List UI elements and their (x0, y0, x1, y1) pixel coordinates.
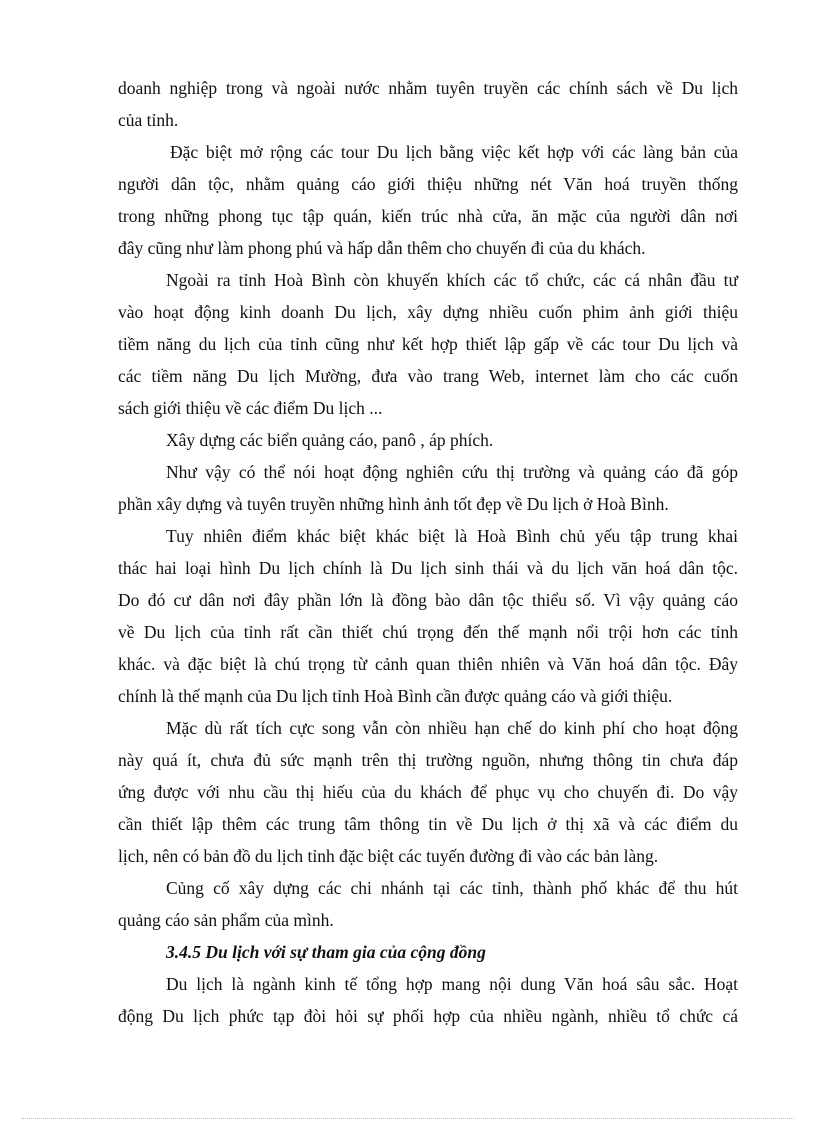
paragraph (118, 264, 738, 424)
paragraph (118, 520, 738, 712)
text-line: ứng được với nhu cầu thị hiếu của du khách để phục vụ cho chuyến đi. Do vậy (118, 782, 738, 802)
text-line: Ngoài ra tỉnh Hoà Bình còn khuyến khích các tổ chức, các cá nhân đầu tư (166, 270, 738, 290)
text-line: Củng cố xây dựng các chi nhánh tại các tỉnh, thành phố khác để thu hút (166, 878, 738, 898)
text-line: Như vậy có thể nói hoạt động nghiên cứu thị trường và quảng cáo đã góp (166, 462, 738, 482)
text-line: đây cũng như làm phong phú và hấp dẫn thêm cho chuyến đi của du khách. (118, 238, 646, 258)
paragraph (118, 424, 738, 456)
text-line: Du lịch là ngành kinh tế tổng hợp mang nội dung Văn hoá sâu sắc. Hoạt (166, 974, 738, 994)
text-line: doanh nghiệp trong và ngoài nước nhằm tuyên truyền các chính sách về Du lịch (118, 78, 738, 98)
text-line: người dân tộc, nhằm quảng cáo giới thiệu những nét Văn hoá truyền thống (118, 174, 738, 194)
text-line: trong những phong tục tập quán, kiến trúc nhà cửa, ăn mặc của người dân nơi (118, 206, 738, 226)
text-line: động Du lịch phức tạp đòi hỏi sự phối hợp của nhiều ngành, nhiều tổ chức cá (118, 1006, 738, 1026)
text-line: về Du lịch của tỉnh rất cần thiết chú trọng đến thế mạnh nổi trội hơn các tỉnh (118, 622, 738, 642)
text-line: 3.4.5 Du lịch với sự tham gia của cộng đồng (166, 942, 486, 962)
text-line: phần xây dựng và tuyên truyền những hình ảnh tốt đẹp về Du lịch ở Hoà Bình. (118, 494, 669, 514)
text-line: sách giới thiệu về các điểm Du lịch ... (118, 398, 383, 418)
paragraph (118, 968, 738, 1032)
text-line: Xây dựng các biển quảng cáo, panô , áp phích. (166, 430, 494, 450)
text-line: vào hoạt động kinh doanh Du lịch, xây dựng nhiều cuốn phim ảnh giới thiệu (118, 302, 738, 322)
paragraph (118, 872, 738, 936)
text-line: chính là thế mạnh của Du lịch tỉnh Hoà Bình cần được quảng cáo và giới thiệu. (118, 686, 673, 706)
text-line: các tiềm năng Du lịch Mường, đưa vào trang Web, internet làm cho các cuốn (118, 366, 738, 386)
page-boundary (22, 1118, 794, 1119)
text-line: này quá ít, chưa đủ sức mạnh trên thị trường nguồn, nhưng thông tin chưa đáp (118, 750, 738, 770)
text-line: lịch, nên có bản đồ du lịch tỉnh đặc biệt các tuyến đường đi vào các bản làng. (118, 846, 659, 866)
text-line: khác. và đặc biệt là chú trọng từ cảnh quan thiên nhiên và Văn hoá dân tộc. Đây (118, 654, 738, 674)
document-body (118, 72, 738, 1032)
section-heading (118, 936, 738, 968)
paragraph (118, 456, 738, 520)
text-line: cần thiết lập thêm các trung tâm thông tin về Du lịch ở thị xã và các điểm du (118, 814, 738, 834)
text-line: Tuy nhiên điểm khác biệt khác biệt là Hoà Bình chủ yếu tập trung khai (166, 526, 738, 546)
text-line: Đặc biệt mở rộng các tour Du lịch bằng việc kết hợp với các làng bản của (170, 142, 738, 162)
text-line: của tỉnh. (118, 110, 179, 130)
paragraph (118, 712, 738, 872)
paragraph (118, 136, 738, 264)
text-line: Do đó cư dân nơi đây phần lớn là đồng bào dân tộc thiểu số. Vì vậy quảng cáo (118, 590, 738, 610)
paragraph (118, 72, 738, 136)
text-line: quảng cáo sản phẩm của mình. (118, 910, 334, 930)
text-line: thác hai loại hình Du lịch chính là Du lịch sinh thái và du lịch văn hoá dân tộc. (118, 558, 738, 578)
text-line: Mặc dù rất tích cực song vẫn còn nhiều hạn chế do kinh phí cho hoạt động (166, 718, 738, 738)
text-line: tiềm năng du lịch của tỉnh cũng như kết hợp thiết lập gấp về các tour Du lịch và (118, 334, 738, 354)
